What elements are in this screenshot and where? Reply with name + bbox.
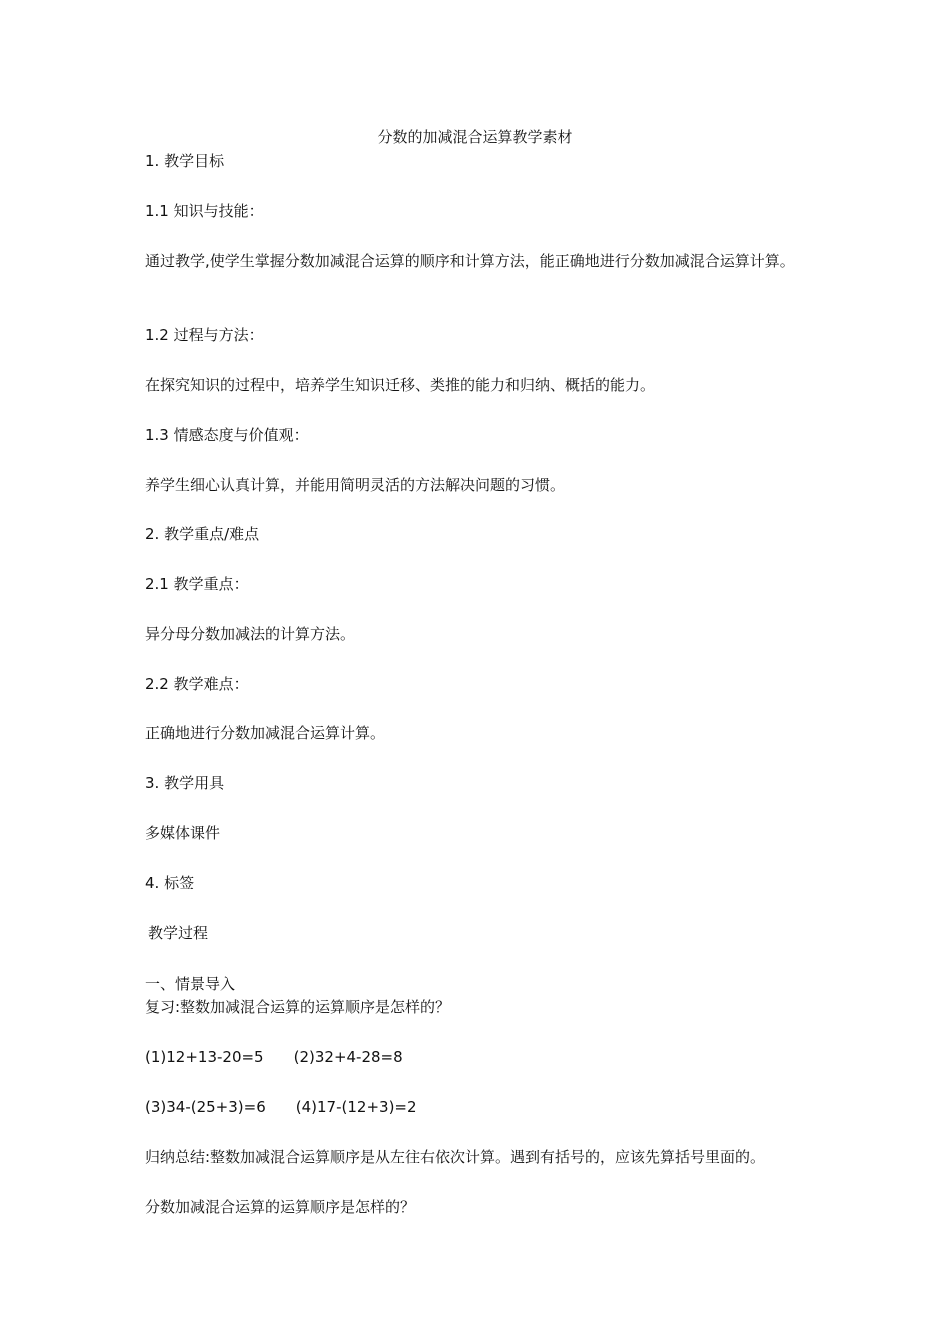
section-2-2-heading: 2.2 教学难点： xyxy=(145,675,249,693)
review-question: 复习:整数加减混合运算的运算顺序是怎样的？ xyxy=(145,998,451,1016)
section-1-2-heading: 1.2 过程与方法： xyxy=(145,326,264,344)
section-2-2-text: 正确地进行分数加减混合运算计算。 xyxy=(145,724,386,742)
section-2-1-heading: 2.1 教学重点： xyxy=(145,575,249,593)
exercise-row-1 xyxy=(145,1045,825,1070)
fraction-question: 分数加减混合运算的运算顺序是怎样的？ xyxy=(145,1198,416,1216)
section-1-3-heading: 1.3 情感态度与价值观： xyxy=(145,426,309,444)
section-1-1-heading: 1.1 知识与技能： xyxy=(145,202,264,220)
section-1-1-text: 通过教学,使学生掌握分数加减混合运算的顺序和计算方法，能正确地进行分数加减混合运算计算。 xyxy=(145,252,795,270)
section-1-heading: 1. 教学目标 xyxy=(145,152,225,170)
section-2-1-text: 异分母分数加减法的计算方法。 xyxy=(145,625,356,643)
exercise-4: (4)17-(12+3)=2 xyxy=(295,1098,417,1116)
process-heading: 教学过程 xyxy=(148,924,209,942)
exercise-row-2 xyxy=(145,1095,825,1120)
exercise-2: (2)32+4-28=8 xyxy=(293,1048,403,1066)
document-title: 分数的加减混合运算教学素材 xyxy=(377,128,573,146)
section-2-heading: 2. 教学重点/难点 xyxy=(145,525,260,543)
section-1-2-text: 在探究知识的过程中，培养学生知识迁移、类推的能力和归纳、概括的能力。 xyxy=(145,376,656,394)
section-3-text: 多媒体课件 xyxy=(145,824,221,842)
part-1-heading: 一、情景导入 xyxy=(145,975,236,993)
exercise-3: (3)34-(25+3)=6 xyxy=(145,1098,266,1116)
summary-text: 归纳总结:整数加减混合运算顺序是从左往右依次计算。遇到有括号的，应该先算括号里面的。 xyxy=(145,1148,766,1166)
exercise-1: (1)12+13-20=5 xyxy=(145,1048,264,1066)
section-3-heading: 3. 教学用具 xyxy=(145,774,225,792)
section-4-heading: 4. 标签 xyxy=(145,874,195,892)
section-1-3-text: 养学生细心认真计算，并能用简明灵活的方法解决问题的习惯。 xyxy=(145,476,566,494)
